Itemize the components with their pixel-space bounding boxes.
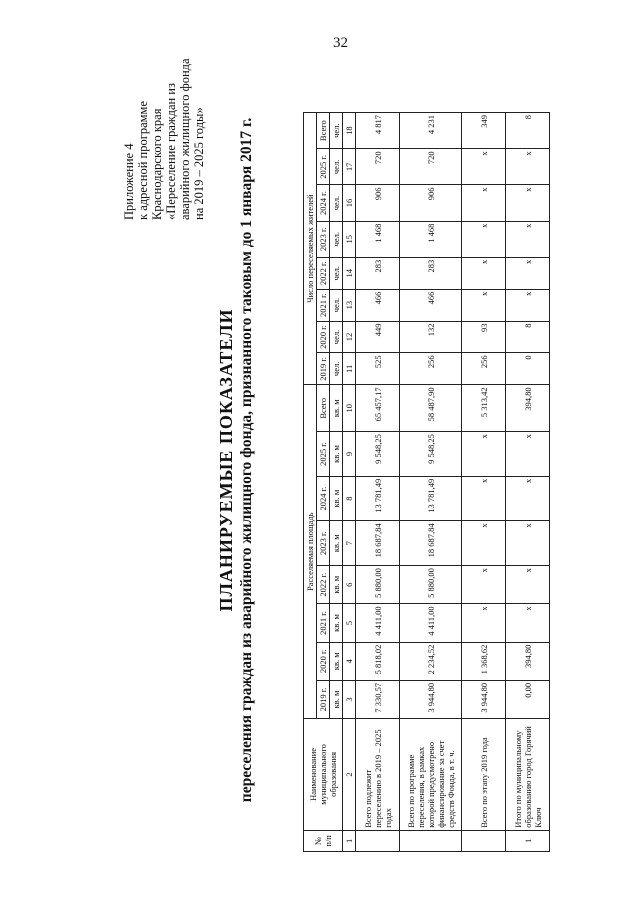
table-cell: x	[462, 185, 506, 221]
table-cell: x	[462, 289, 506, 321]
table-cell: 5 880,00	[400, 566, 462, 604]
col-number: 15	[343, 221, 356, 257]
table-cell: 394,80	[506, 385, 550, 432]
unit-cell: кв. м	[330, 385, 343, 432]
table-cell: 3 944,80	[462, 680, 506, 718]
table-cell: 349	[462, 113, 506, 149]
rotated-landscape-content	[40, 60, 600, 860]
table-cell: 58 487,90	[400, 385, 462, 432]
table-cell: 4 231	[400, 113, 462, 149]
table-cell: 466	[400, 289, 462, 321]
table-row	[400, 113, 462, 852]
header-year: 2019 г.	[317, 353, 330, 385]
col-number: 6	[343, 566, 356, 604]
header-year: 2024 г.	[317, 476, 330, 521]
table-cell: 720	[400, 149, 462, 185]
table-cell: x	[462, 257, 506, 289]
document-subtitle: переселения граждан из аварийного жилищного фонда, признанного таковым до 1 января 2017 г.	[238, 117, 255, 803]
header-num: № п/п	[304, 830, 343, 851]
col-number: 4	[343, 642, 356, 680]
table-cell: x	[506, 476, 550, 521]
table-cell	[400, 830, 462, 851]
table-cell: x	[506, 566, 550, 604]
table-cell	[462, 830, 506, 851]
header-year: 2021 г.	[317, 604, 330, 642]
column-numbers-row	[343, 113, 356, 852]
unit-cell: чел.	[330, 257, 343, 289]
col-number: 17	[343, 149, 356, 185]
col-number: 13	[343, 289, 356, 321]
header-year: 2022 г.	[317, 566, 330, 604]
table-cell: 4 411,00	[356, 604, 400, 642]
unit-cell: чел.	[330, 221, 343, 257]
unit-cell: чел.	[330, 149, 343, 185]
table-cell: x	[506, 221, 550, 257]
header-year: 2023 г.	[317, 221, 330, 257]
appendix-line: к адресной программе	[136, 100, 150, 220]
indicators-table	[303, 112, 550, 852]
table-cell: 9 548,25	[400, 432, 462, 477]
header-year: 2025 г.	[317, 149, 330, 185]
appendix-block	[122, 60, 206, 220]
unit-cell: кв. м	[330, 642, 343, 680]
table-cell: 1 468	[400, 221, 462, 257]
col-number: 5	[343, 604, 356, 642]
unit-cell: чел.	[330, 113, 343, 149]
header-year: 2020 г.	[317, 321, 330, 353]
table-row	[356, 113, 400, 852]
header-year: 2023 г.	[317, 521, 330, 566]
col-number: 11	[343, 353, 356, 385]
col-number: 3	[343, 680, 356, 718]
header-year: 2021 г.	[317, 289, 330, 321]
table-cell: x	[506, 604, 550, 642]
appendix-line: аварийного жилищного фонда	[178, 58, 192, 220]
table-cell: Всего подлежит переселению в 2019 – 2025 годах	[356, 719, 400, 831]
table-cell: 283	[400, 257, 462, 289]
table-cell: 283	[356, 257, 400, 289]
unit-cell: кв. м	[330, 604, 343, 642]
col-number: 18	[343, 113, 356, 149]
table-cell: 256	[400, 353, 462, 385]
unit-cell: чел.	[330, 289, 343, 321]
table-cell: 5 818,02	[356, 642, 400, 680]
table-cell: 93	[462, 321, 506, 353]
header-year: 2024 г.	[317, 185, 330, 221]
table-cell: x	[462, 149, 506, 185]
col-number: 14	[343, 257, 356, 289]
table-cell: 13 781,49	[400, 476, 462, 521]
table-cell: x	[462, 432, 506, 477]
table-cell: x	[506, 257, 550, 289]
table-cell: x	[506, 185, 550, 221]
table-row	[462, 113, 506, 852]
col-number: 1	[343, 830, 356, 851]
table-cell: x	[462, 604, 506, 642]
table-cell: 8	[506, 321, 550, 353]
table-cell: 132	[400, 321, 462, 353]
header-name: Наименование муниципального образования	[304, 719, 343, 831]
table-cell: x	[506, 149, 550, 185]
col-number: 8	[343, 476, 356, 521]
col-number: 7	[343, 521, 356, 566]
header-year: 2019 г.	[317, 680, 330, 718]
header-row-1	[304, 113, 317, 852]
table-cell: 4 817	[356, 113, 400, 149]
table-cell: 720	[356, 149, 400, 185]
unit-cell: кв. м	[330, 476, 343, 521]
table-cell: 906	[400, 185, 462, 221]
appendix-line: на 2019 – 2025 годы»	[192, 107, 206, 220]
table-cell: x	[506, 432, 550, 477]
table-cell: x	[506, 521, 550, 566]
table-cell: x	[462, 566, 506, 604]
header-year: 2025 г.	[317, 432, 330, 477]
header-year: 2020 г.	[317, 642, 330, 680]
table-cell: 13 781,49	[356, 476, 400, 521]
table-cell: 525	[356, 353, 400, 385]
table-cell: 65 457,17	[356, 385, 400, 432]
table-cell: 394,80	[506, 642, 550, 680]
table-cell: x	[462, 221, 506, 257]
table-cell	[356, 830, 400, 851]
header-year: 2022 г.	[317, 257, 330, 289]
appendix-line: Приложение 4	[122, 143, 136, 220]
document-title: ПЛАНИРУЕМЫЕ ПОКАЗАТЕЛИ	[216, 308, 236, 612]
table-cell: 449	[356, 321, 400, 353]
table-cell: Всего по этапу 2019 года	[462, 719, 506, 831]
appendix-line: Краснодарского края	[150, 108, 164, 220]
table-cell: 0	[506, 353, 550, 385]
table-cell: 9 548,25	[356, 432, 400, 477]
table-cell: Итого по муниципальному образованию город Горячий Ключ	[506, 719, 550, 831]
col-number: 10	[343, 385, 356, 432]
table-cell: 7 330,57	[356, 680, 400, 718]
table-cell: 1 368,62	[462, 642, 506, 680]
header-group-area: Расселяемая площадь	[304, 385, 317, 719]
table-cell: x	[462, 521, 506, 566]
col-number: 16	[343, 185, 356, 221]
table-cell: x	[506, 289, 550, 321]
table-cell: x	[462, 476, 506, 521]
table-cell: 18 687,84	[356, 521, 400, 566]
unit-cell: кв. м	[330, 680, 343, 718]
unit-cell: чел.	[330, 321, 343, 353]
unit-cell: кв. м	[330, 521, 343, 566]
header-group-people: Число переселяемых жителей	[304, 113, 317, 385]
table-row	[506, 113, 550, 852]
col-number: 12	[343, 321, 356, 353]
appendix-line: «Переселение граждан из	[164, 83, 178, 220]
table-cell: Всего по программе переселения, в рамках которой предусмотрено финансирование за счет средств Фонда, в т. ч.	[400, 719, 462, 831]
unit-cell: кв. м	[330, 432, 343, 477]
table-cell: 8	[506, 113, 550, 149]
header-year: Всего	[317, 385, 330, 432]
table-cell: 5 880,00	[356, 566, 400, 604]
table-cell: 18 687,84	[400, 521, 462, 566]
col-number: 9	[343, 432, 356, 477]
unit-cell: чел.	[330, 353, 343, 385]
unit-cell: чел.	[330, 185, 343, 221]
page-number: 32	[333, 35, 348, 51]
table-cell: 2 234,52	[400, 642, 462, 680]
col-number: 2	[343, 719, 356, 831]
table-cell: 4 411,00	[400, 604, 462, 642]
table-cell: 0,00	[506, 680, 550, 718]
unit-cell: кв. м	[330, 566, 343, 604]
table-cell: 5 313,42	[462, 385, 506, 432]
table-body	[356, 113, 550, 852]
table-cell: 1	[506, 830, 550, 851]
table-cell: 256	[462, 353, 506, 385]
table-cell: 466	[356, 289, 400, 321]
table-cell: 3 944,80	[400, 680, 462, 718]
header-year: Всего	[317, 113, 330, 149]
table-cell: 906	[356, 185, 400, 221]
table-cell: 1 468	[356, 221, 400, 257]
